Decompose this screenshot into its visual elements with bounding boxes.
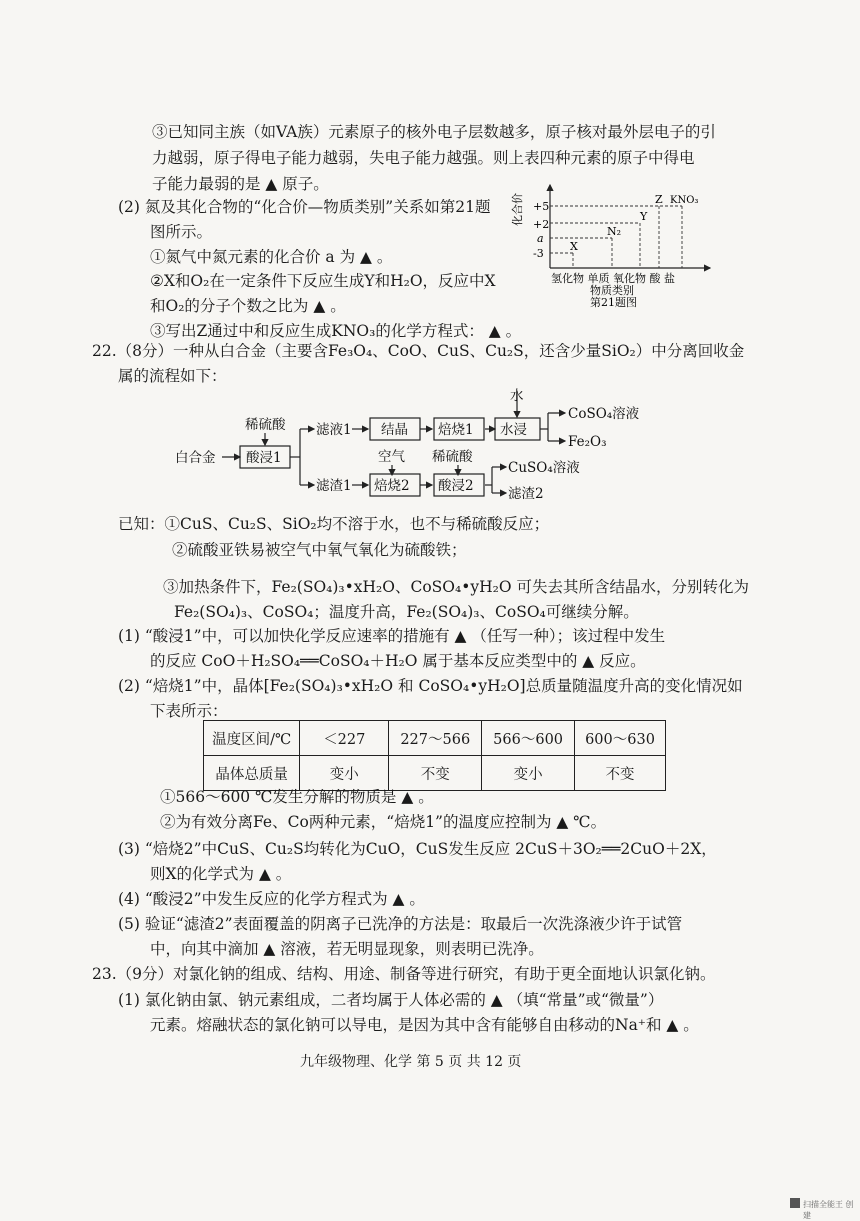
flow-suanjin1: 酸浸1 (246, 450, 282, 466)
flow-acid2: 稀硫酸 (432, 449, 473, 465)
line-7: ②X和O₂在一定条件下反应生成Y和H₂O，反应中X (150, 272, 496, 290)
point-x: X (570, 240, 578, 253)
table-cell: 变小 (482, 756, 575, 791)
flow-lvye1: 滤液1 (316, 422, 352, 438)
scanner-stamp: 扫描全能王 创建 (803, 1200, 854, 1220)
question-23-line-1: 23.（9分）对氯化钠的组成、结构、用途、制备等进行研究，有助于更全面地认识氯化钠。 (92, 965, 716, 983)
flow-suanjin2: 酸浸2 (438, 478, 474, 494)
part1-line-1: (1) “酸浸1”中，可以加快化学反应速率的措施有 ▲ （任写一种）；该过程中发生 (118, 627, 666, 645)
table-cell: ＜227 (300, 721, 389, 756)
temperature-table (203, 720, 666, 791)
table-cell: 晶体总质量 (204, 756, 300, 791)
line-2: 力越弱，原子得电子能力越弱，失电子能力越强。则上表四种元素的原子中得电 (152, 149, 695, 167)
line-6: ①氮气中氮元素的化合价 a 为 ▲ 。 (150, 248, 393, 266)
ytick-a: a (537, 232, 544, 245)
part3-line-1: (3) “焙烧2”中CuS、Cu₂S均转化为CuO，CuS发生反应 2CuS＋3O₂══2CuO＋2X， (118, 840, 717, 858)
point-kno3: KNO₃ (670, 195, 699, 206)
flow-air: 空气 (378, 449, 405, 465)
table-header-row (204, 721, 666, 756)
line-9: ③写出Z通过中和反应生成KNO₃的化学方程式： ▲ 。 (150, 322, 522, 340)
flow-beishao1: 焙烧1 (438, 422, 474, 438)
question-23-line-2: (1) 氯化钠由氯、钠元素组成，二者均属于人体必需的 ▲ （填“常量”或“微量”） (118, 991, 664, 1009)
part2-line-2: 下表所示： (150, 702, 228, 720)
flow-water: 水 (510, 388, 524, 404)
table-cell: 不变 (389, 756, 482, 791)
known-4: Fe₂(SO₄)₃、CoSO₄；温度升高，Fe₂(SO₄)₃、CoSO₄可继续分解。 (174, 603, 639, 621)
line-5: 图所示。 (150, 223, 213, 241)
part5-line-2: 中，向其中滴加 ▲ 溶液，若无明显现象，则表明已洗净。 (150, 940, 544, 958)
flow-shuijin: 水浸 (500, 422, 527, 438)
table-cell: 566～600 (482, 721, 575, 756)
flow-cuso4: CuSO₄溶液 (508, 460, 580, 476)
known-1: 已知：①CuS、Cu₂S、SiO₂均不溶于水，也不与稀硫酸反应； (118, 515, 550, 533)
flow-jiejing: 结晶 (381, 422, 408, 438)
part2-line-4: ②为有效分离Fe、Co两种元素，“焙烧1”的温度应控制为 ▲ ℃。 (160, 813, 607, 831)
flow-baihejin: 白合金 (175, 450, 216, 466)
known-3: ③加热条件下，Fe₂(SO₄)₃•xH₂O、CoSO₄•yH₂O 可失去其所含结晶水，分别转化为 (163, 578, 749, 596)
qr-icon (790, 1198, 800, 1208)
flow-lvzha1: 滤渣1 (316, 478, 352, 494)
line-1: ③已知同主族（如VA族）元素原子的核外电子层数越多，原子核对最外层电子的引 (152, 123, 716, 141)
part5-line-1: (5) 验证“滤渣2”表面覆盖的阴离子已洗净的方法是：取最后一次洗涤液少许于试管 (118, 915, 683, 933)
fig-xtitle: 物质类别 (590, 284, 634, 297)
fig-caption: 第21题图 (590, 296, 637, 309)
table-cell: 温度区间/℃ (204, 721, 300, 756)
table-cell: 变小 (300, 756, 389, 791)
flow-lvzha2: 滤渣2 (508, 486, 544, 502)
part4-line: (4) “酸浸2”中发生反应的化学方程式为 ▲ 。 (118, 890, 425, 908)
ytick-plus2: +2 (533, 218, 550, 231)
flow-beishao2: 焙烧2 (374, 478, 410, 494)
table-cell: 600～630 (575, 721, 666, 756)
page-footer: 九年级物理、化学 第 5 页 共 12 页 (300, 1054, 522, 1070)
point-n2: N₂ (607, 225, 622, 238)
table-cell: 227～566 (389, 721, 482, 756)
flow-chart (170, 385, 640, 510)
question-22-line-1: 22.（8分）一种从白合金（主要含Fe₃O₄、CoO、CuS、Cu₂S，还含少量SiO₂）中分离回收金 (92, 342, 745, 360)
ytick-minus3: -3 (533, 247, 544, 260)
figure-21 (511, 180, 715, 310)
point-y: Y (640, 210, 648, 223)
flow-fe2o3: Fe₂O₃ (568, 434, 607, 450)
question-23-line-3: 元素。熔融状态的氯化钠可以导电，是因为其中含有能够自由移动的Na⁺和 ▲ 。 (150, 1016, 699, 1034)
question-22-line-2: 属的流程如下： (118, 367, 227, 385)
table-cell: 不变 (575, 756, 666, 791)
point-z: Z (655, 193, 663, 206)
fig-ylabel-text: 化合价 (511, 193, 524, 226)
part3-line-2: 则X的化学式为 ▲ 。 (150, 865, 292, 883)
line-4: (2) 氮及其化合物的“化合价—物质类别”关系如第21题 (118, 198, 491, 216)
part1-line-2: 的反应 CoO＋H₂SO₄══CoSO₄＋H₂O 属于基本反应类型中的 ▲ 反应。 (150, 652, 646, 670)
flow-acid1: 稀硫酸 (245, 417, 286, 433)
flow-coso4: CoSO₄溶液 (568, 406, 640, 422)
ytick-plus5: +5 (533, 200, 550, 213)
known-2: ②硫酸亚铁易被空气中氧气氧化为硫酸铁； (172, 541, 467, 559)
line-3: 子能力最弱的是 ▲ 原子。 (152, 175, 329, 193)
table-row (204, 756, 666, 791)
line-8: 和O₂的分子个数之比为 ▲ 。 (150, 297, 346, 315)
part2-line-3: ①566～600 ℃发生分解的物质是 ▲ 。 (160, 788, 434, 806)
part2-line-1: (2) “焙烧1”中，晶体[Fe₂(SO₄)₃•xH₂O 和 CoSO₄•yH₂O]总质量随温度升高的变化情况如 (118, 677, 743, 695)
fig-xcats: 氢化物 单质 氧化物 酸 盐 (551, 272, 675, 285)
